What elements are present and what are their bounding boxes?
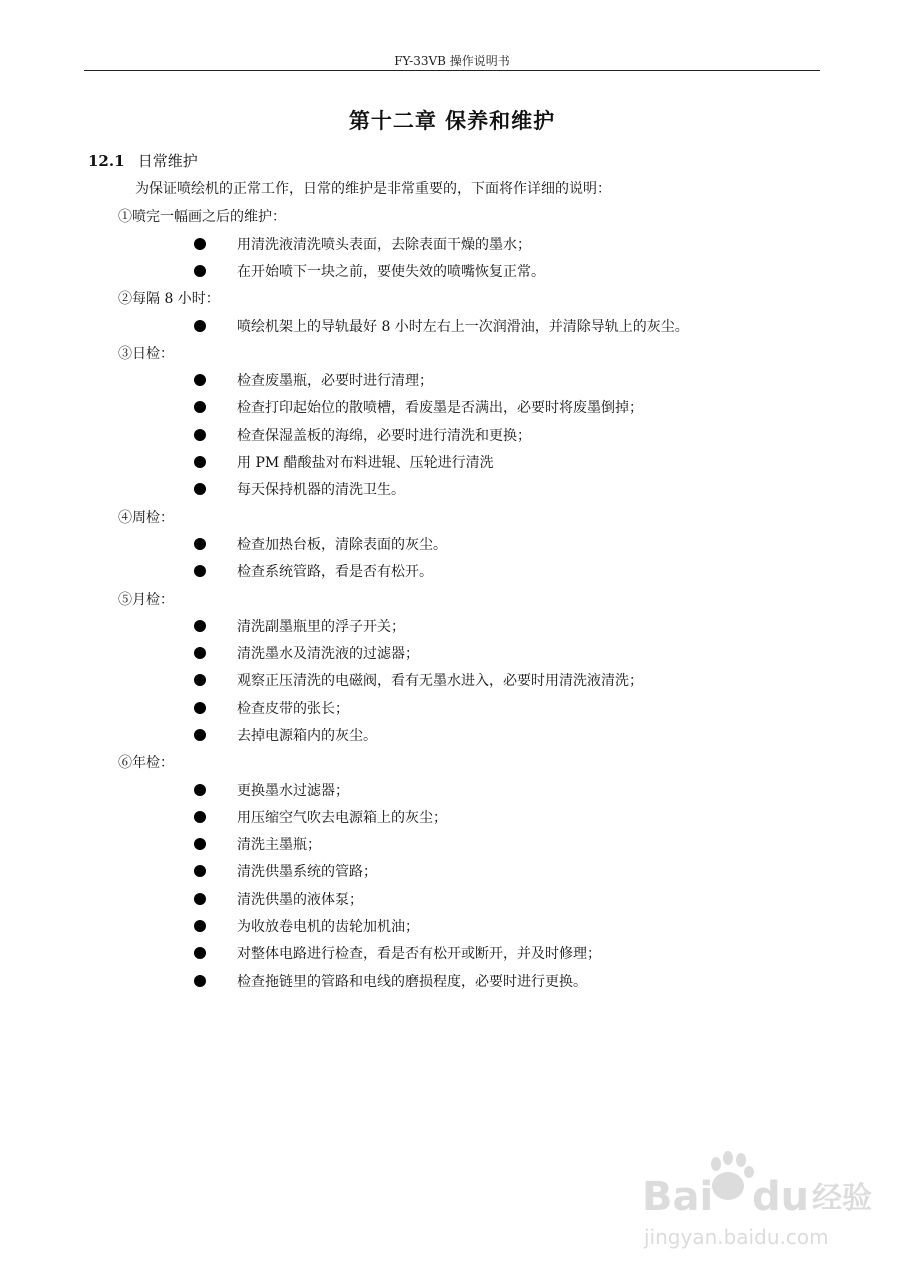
list-item: 清洗墨水及清洗液的过滤器；: [194, 643, 419, 663]
bullet-icon: [194, 456, 206, 468]
bullet-icon: [194, 483, 206, 495]
bullet-icon: [194, 920, 206, 932]
bullet-icon: [194, 647, 206, 659]
bullet-icon: [194, 975, 206, 987]
bullet-icon: [194, 238, 206, 250]
section-intro: 为保证喷绘机的正常工作，日常的维护是非常重要的，下面将作详细的说明：: [135, 181, 611, 197]
list-item: 观察正压清洗的电磁阀，看有无墨水进入，必要时用清洗液清洗；: [194, 670, 643, 690]
bullet-icon: [194, 265, 206, 277]
list-item: 在开始喷下一块之前，要使失效的喷嘴恢复正常。: [194, 261, 545, 281]
list-item: 清洗供墨系统的管路；: [194, 861, 377, 881]
svg-text:经验: 经验: [812, 1181, 872, 1216]
bullet-icon: [194, 674, 206, 686]
section-heading: [88, 150, 198, 171]
bullet-icon: [194, 401, 206, 413]
bullet-icon: [194, 374, 206, 386]
bullet-icon: [194, 702, 206, 714]
list-item: 用压缩空气吹去电源箱上的灰尘；: [194, 807, 447, 827]
list-item: 检查废墨瓶，必要时进行清理；: [194, 370, 433, 390]
bullet-icon: [194, 893, 206, 905]
list-item: 喷绘机架上的导轨最好 8 小时左右上一次润滑油，并清除导轨上的灰尘。: [194, 316, 689, 336]
list-item: 检查系统管路，看是否有松开。: [194, 561, 433, 581]
section-number: 12.1: [88, 152, 125, 170]
bullet-icon: [194, 620, 206, 632]
bullet-icon: [194, 865, 206, 877]
section-title: 日常维护: [137, 152, 198, 170]
group-label-weekly: ④周检：: [118, 510, 174, 526]
list-item: 检查拖链里的管路和电线的磨损程度，必要时进行更换。: [194, 971, 587, 991]
group-label-monthly: ⑤月检：: [118, 592, 174, 608]
svg-text:Bai: Bai: [642, 1174, 714, 1220]
list-item: 为收放卷电机的齿轮加机油；: [194, 916, 419, 936]
list-item: 更换墨水过滤器；: [194, 780, 349, 800]
list-item: 检查加热台板，清除表面的灰尘。: [194, 534, 447, 554]
bullet-icon: [194, 729, 206, 741]
list-item: 清洗主墨瓶；: [194, 834, 321, 854]
svg-text:jingyan.baidu.com: jingyan.baidu.com: [644, 1225, 829, 1249]
list-item: 清洗供墨的液体泵；: [194, 889, 363, 909]
bullet-icon: [194, 838, 206, 850]
list-item: 检查皮带的张长；: [194, 698, 349, 718]
bullet-icon: [194, 565, 206, 577]
header-divider: [84, 70, 820, 71]
bullet-icon: [194, 429, 206, 441]
list-item: 检查打印起始位的散喷槽，看废墨是否满出，必要时将废墨倒掉；: [194, 397, 643, 417]
group-label-every-8-hours: ②每隔 8 小时：: [118, 291, 220, 307]
bullet-icon: [194, 538, 206, 550]
bullet-icon: [194, 320, 206, 332]
document-header: FY-33VB 操作说明书: [394, 54, 510, 68]
group-label-daily: ③日检：: [118, 346, 174, 362]
svg-text:du: du: [752, 1174, 810, 1220]
baidu-jingyan-watermark: [632, 1140, 892, 1260]
group-label-after-print: ①喷完一幅画之后的维护：: [118, 209, 286, 225]
list-item: 去掉电源箱内的灰尘。: [194, 725, 377, 745]
bullet-icon: [194, 784, 206, 796]
list-item: 清洗副墨瓶里的浮子开关；: [194, 616, 405, 636]
list-item: 用 PM 醋酸盐对布料进辊、压轮进行清洗: [194, 452, 494, 472]
list-item: 检查保湿盖板的海绵，必要时进行清洗和更换；: [194, 425, 531, 445]
chapter-title: 第十二章 保养和维护: [348, 109, 556, 133]
list-item: 对整体电路进行检查，看是否有松开或断开，并及时修理；: [194, 943, 601, 963]
bullet-icon: [194, 947, 206, 959]
list-item: 用清洗液清洗喷头表面，去除表面干燥的墨水；: [194, 234, 531, 254]
group-label-yearly: ⑥年检：: [118, 755, 174, 771]
bullet-icon: [194, 811, 206, 823]
paw-icon: [711, 1151, 754, 1200]
list-item: 每天保持机器的清洗卫生。: [194, 479, 405, 499]
